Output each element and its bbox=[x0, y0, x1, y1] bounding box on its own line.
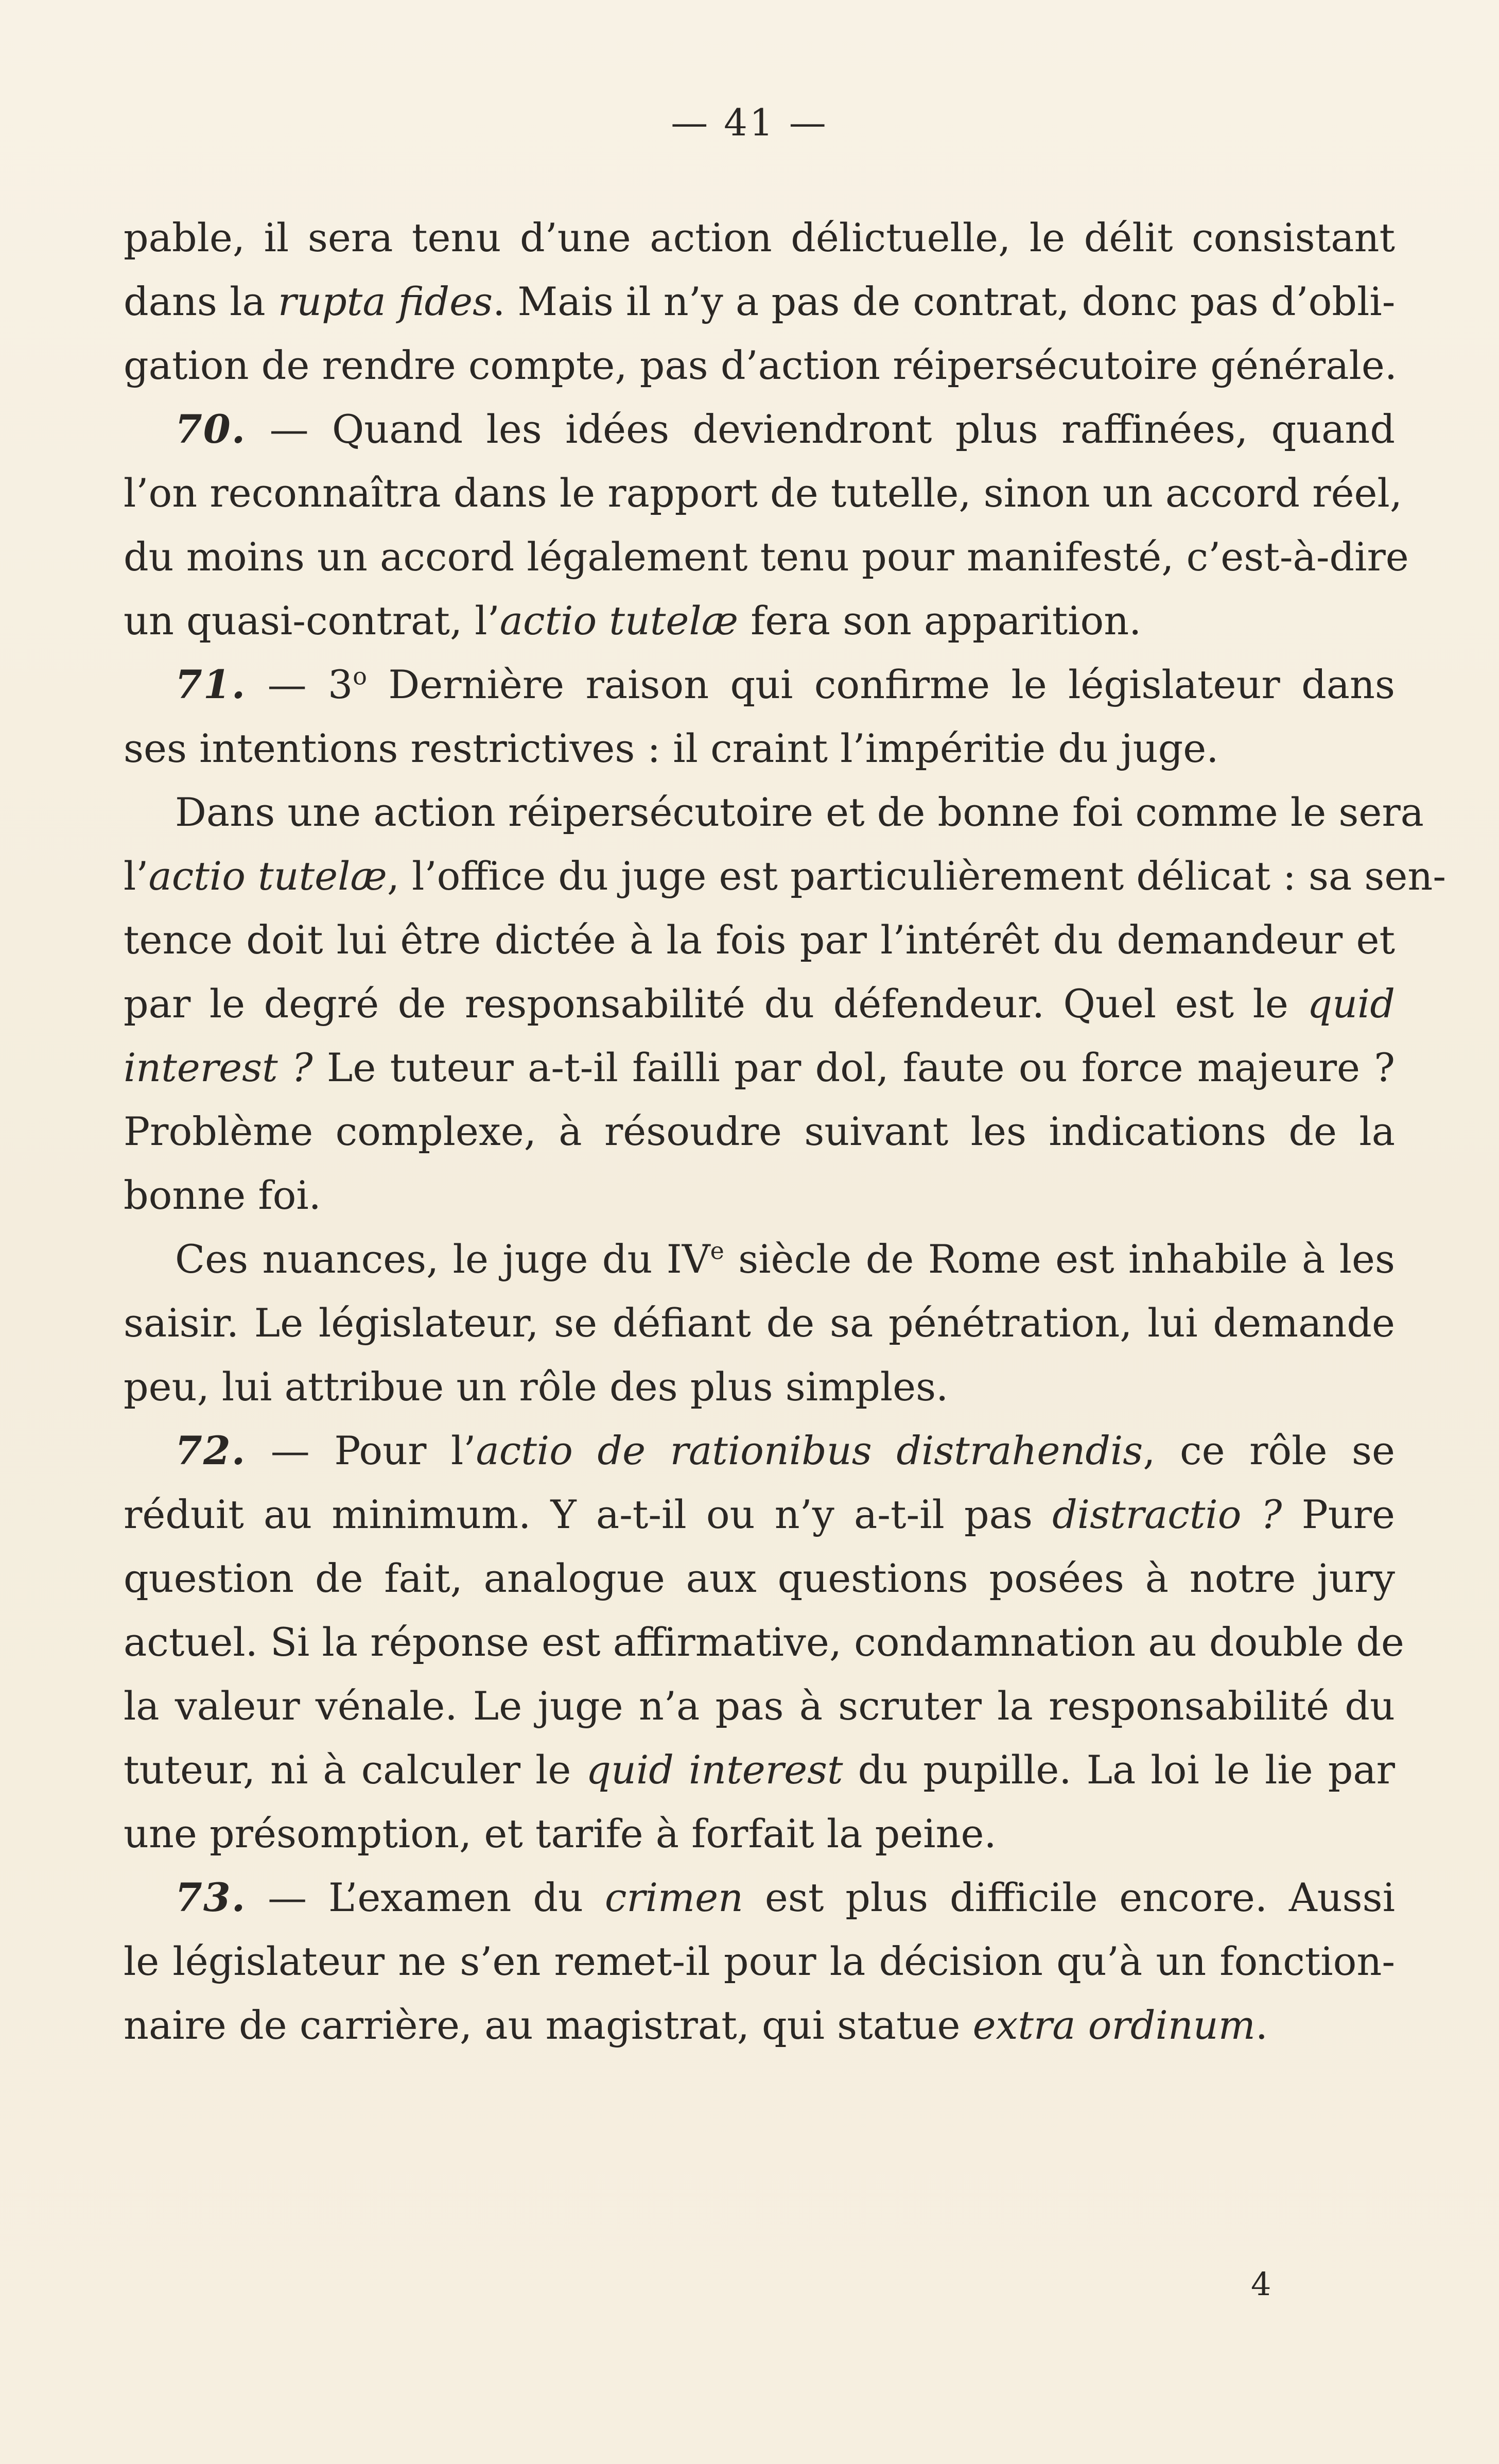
text-line: tence doit lui être dictée à la fois par l’intérêt du demandeur et bbox=[124, 917, 1395, 963]
text-line: saisir. Le législateur, se défiant de sa pénétration, lui demande bbox=[124, 1300, 1395, 1346]
text-line: un quasi-contrat, l’actio tutelæ fera son apparition. bbox=[124, 598, 1142, 644]
section-70-line: 70. — Quand les idées deviendront plus raffinées, quand bbox=[175, 406, 1395, 452]
section-number: 70. bbox=[175, 406, 247, 452]
section-number: 71. bbox=[175, 662, 247, 707]
text-line: Dans une action réipersécutoire et de bonne foi comme le sera bbox=[175, 789, 1424, 835]
text-line: Ces nuances, le juge du IVe siècle de Rome est inhabile à les bbox=[175, 1236, 1395, 1282]
text-line: question de fait, analogue aux questions posées à notre jury bbox=[124, 1555, 1395, 1601]
section-72-line: 72. — Pour l’actio de rationibus distrahendis, ce rôle se bbox=[175, 1428, 1396, 1473]
text-line: une présomption, et tarife à forfait la peine. bbox=[124, 1811, 997, 1856]
text-line: actuel. Si la réponse est affirmative, condamnation au double de bbox=[124, 1619, 1404, 1665]
text-line: la valeur vénale. Le juge n’a pas à scruter la responsabilité du bbox=[124, 1683, 1395, 1729]
text-line: le législateur ne s’en remet-il pour la décision qu’à un fonction- bbox=[124, 1938, 1395, 1984]
section-73-line: 73. — L’examen du crimen est plus difficile encore. Aussi bbox=[175, 1875, 1395, 1920]
text-line: pable, il sera tenu d’une action délictuelle, le délit consistant bbox=[124, 215, 1395, 261]
text-line: Problème complexe, à résoudre suivant les indications de la bbox=[124, 1108, 1395, 1154]
signature-mark: 4 bbox=[1251, 2265, 1271, 2303]
text-line: peu, lui attribue un rôle des plus simples. bbox=[124, 1364, 949, 1410]
section-71-line: 71. — 3$^o$ Dernière raison qui confirme le législateur dans bbox=[175, 662, 1395, 707]
body-text bbox=[124, 206, 1446, 2057]
text-line: l’on reconnaîtra dans le rapport de tutelle, sinon un accord réel, bbox=[124, 470, 1402, 516]
text-line: tuteur, ni à calculer le quid interest du pupille. La loi le lie par bbox=[124, 1747, 1395, 1793]
text-line: ses intentions restrictives : il craint l’impéritie du juge. bbox=[124, 725, 1219, 771]
text-line: réduit au minimum. Y a-t-il ou n’y a-t-il pas distractio ? Pure bbox=[124, 1491, 1395, 1537]
text-line: dans la rupta fides. Mais il n’y a pas de contrat, donc pas d’obli- bbox=[124, 279, 1396, 324]
text-line: naire de carrière, au magistrat, qui statue extra ordinum. bbox=[124, 2002, 1268, 2048]
text-line: par le degré de responsabilité du défendeur. Quel est le quid bbox=[124, 981, 1395, 1027]
section-number: 73. bbox=[175, 1875, 247, 1920]
text-line: l’actio tutelæ, l’office du juge est particulièrement délicat : sa sen- bbox=[124, 853, 1446, 899]
section-number: 72. bbox=[175, 1428, 247, 1473]
page-number: — 41 — bbox=[671, 101, 828, 144]
text-line: bonne foi. bbox=[124, 1172, 321, 1218]
text-line: du moins un accord légalement tenu pour manifesté, c’est-à-dire bbox=[124, 534, 1409, 580]
text-line: interest ? Le tuteur a-t-il failli par dol, faute ou force majeure ? bbox=[124, 1045, 1396, 1090]
text-line: gation de rendre compte, pas d’action réipersécutoire générale. bbox=[124, 342, 1397, 388]
